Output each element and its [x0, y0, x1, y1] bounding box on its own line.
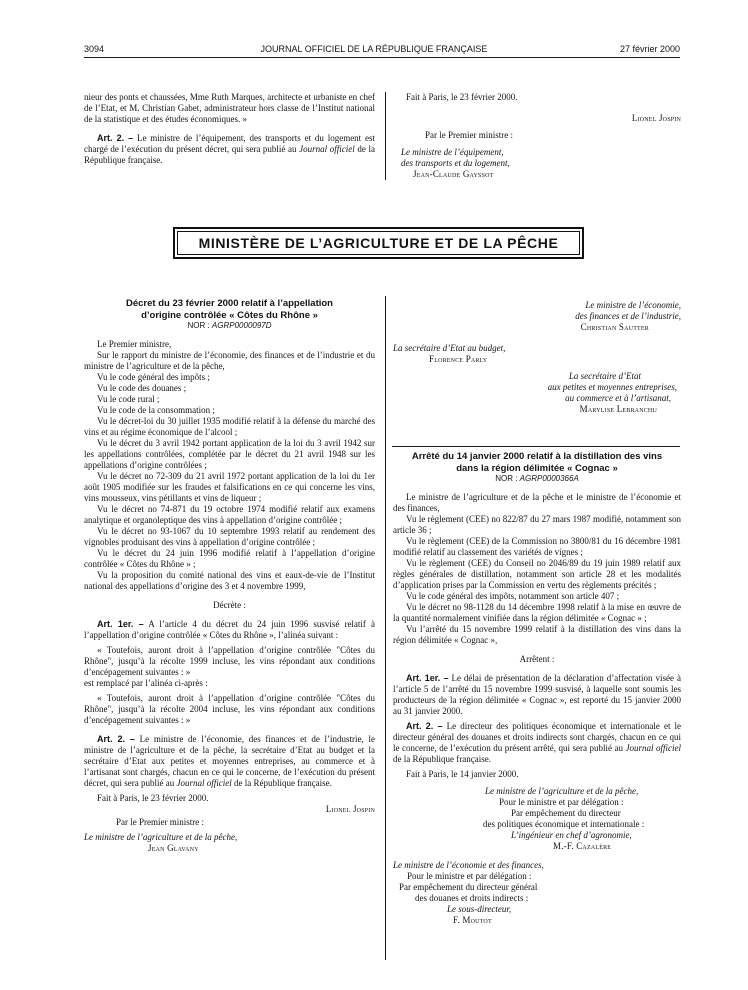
decree-title: Décret du 23 février 2000 relatif à l’appellation — [126, 298, 333, 309]
delegation-line: Pour le ministre et par délégation : — [407, 871, 532, 881]
arrete-paragraph: Vu l’arrêté du 15 novembre 1999 relatif à la distillation des vins dans la région délimitée « Cognac », — [393, 624, 681, 645]
place-date: Fait à Paris, le 23 février 2000. — [97, 793, 209, 803]
decree-paragraph: Sur le rapport du ministre de l’économie, des finances et de l’industrie et du ministre de l’agriculture et de la pêche, — [84, 350, 375, 371]
decree-operative: Décrète : — [213, 600, 246, 610]
article-label: Art. 2. – — [97, 734, 135, 744]
minister-role: Le ministre de l’agriculture et de la pêche, — [84, 832, 238, 842]
decree-article-1: Art. 1er. – A l’article 4 du décret du 24 juin 1996 susvisé relatif à l’appellation d’origine contrôlée « Côtes du Rhône », l’alinéa suivant : — [84, 619, 375, 640]
place-date: Fait à Paris, le 14 janvier 2000. — [406, 769, 519, 779]
decree-paragraph: Vu le décret-loi du 30 juillet 1935 modifié relatif à la défense du marché des vins et au régime économique de l’alcool ; — [84, 416, 375, 437]
decree-paragraph: Vu le décret no 72-309 du 21 avril 1972 portant application de la loi du 1er août 1905 modifiée sur les fraudes et falsifications en ce qui concerne les vins, vins mousseux, vins pétillants et vins de liqueur ; — [84, 471, 375, 503]
minister-role: Le ministre de l’équipement, — [401, 147, 504, 157]
arrete-paragraph: Vu le règlement (CEE) de la Commission no 3800/81 du 16 décembre 1981 modifié relatif au classement des variétés de vignes ; — [393, 536, 681, 557]
decree-column — [84, 298, 375, 854]
minister-role: La secrétaire d’Etat — [568, 371, 641, 381]
minister-name: Jean Glavany — [148, 843, 199, 853]
minister-name: M.-F. Cazalère — [553, 841, 612, 851]
ministry-heading-inner — [177, 231, 580, 255]
minister-role: des transports et du logement, — [401, 158, 510, 168]
decree-title: d’origine contrôlée « Côtes du Rhône » — [141, 309, 318, 321]
arrete-title: dans la région délimitée « Cognac » — [456, 462, 618, 474]
nor-reference: NOR : AGRP0000097D — [187, 321, 272, 330]
minister-name: Florence Parly — [429, 354, 488, 364]
arrete-paragraph: Vu le règlement (CEE) no 822/87 du 27 mars 1987 modifié, notamment son article 36 ; — [393, 514, 681, 535]
decree-paragraph: Vu le décret no 74-871 du 19 octobre 1974 modifié relatif aux examens analytique et organoleptique des vins à appellation d’origine contrôlée ; — [84, 504, 375, 525]
ministry-heading-box — [173, 227, 584, 259]
top-right-column — [393, 92, 681, 180]
column-divider — [385, 296, 386, 960]
arrete-operative: Arrêtent : — [519, 654, 555, 664]
decree-paragraph: Vu le code général des impôts ; — [97, 372, 210, 382]
arrete-paragraph: Vu le règlement (CEE) du Conseil no 2046/89 du 19 juin 1989 relatif aux règles générales de distillation, notamment son article 28 et les modalités d’application prises par la Commission en vertu des règlements précités ; — [393, 558, 681, 590]
header-date: 27 février 2000 — [619, 44, 680, 54]
decree-quote: « Toutefois, auront droit à l’appellation d’origine contrôlée "Côtes du Rhône", jusqu’à la récolte 2004 incluse, les vins répondant aux conditions d’encépagement suivantes : » — [84, 693, 375, 725]
minister-role: Le ministre de l’économie, — [585, 300, 681, 310]
article-2-equipment: Art. 2. – Le ministre de l’équipement, des transports et du logement est chargé de l’exécution du présent décret, qui sera publié au Journal officiel de la République française. — [84, 133, 375, 165]
decree-paragraph: Vu le décret du 3 avril 1942 portant application de la loi du 3 avril 1942 sur les appellations contrôlées, complétée par le décret du 21 avril 1948 sur les appellations d’origine contrôlées ; — [84, 438, 375, 470]
decree-article-2: Art. 2. – Le ministre de l’économie, des finances et de l’industrie, le ministre de l’agriculture et de la pêche, la secrétaire d’Etat au budget et la secrétaire d’Etat aux petites et moyennes entreprises, au commerce et à l’artisanat sont chargés, chacun en ce qui le concerne, de l’exécution du présent décret, qui sera publié au Journal officiel de la République française. — [84, 734, 375, 788]
decree-paragraph: Vu le décret du 24 juin 1996 modifié relatif à l’appellation d’origine contrôlée « Côtes du Rhône » ; — [84, 548, 375, 569]
delegation-title: L’ingénieur en chef d’agronomie, — [511, 830, 632, 840]
column-divider — [385, 92, 386, 180]
minister-name: Christian Sautter — [580, 322, 649, 332]
arrete-paragraph: Le ministre de l’agriculture et de la pêche et le ministre de l’économie et des finances, — [393, 492, 681, 513]
decree-paragraph: Vu la proposition du comité national des vins et eaux-de-vie de l’Institut national des appellations d’origine des 3 et 4 novembre 1999, — [84, 570, 375, 591]
arrete-column — [393, 451, 681, 926]
minister-name: F. Moutot — [453, 915, 492, 925]
article-label: Art. 2. – — [406, 721, 443, 731]
minister-name: Marylise Lebranchu — [579, 404, 657, 414]
journal-title: JOURNAL OFFICIEL DE LA RÉPUBLIQUE FRANÇAISE — [260, 44, 488, 54]
page-number: 3094 — [84, 44, 105, 54]
arrete-article-1: Art. 1er. – Le délai de présentation de la déclaration d’affectation visée à l’article 5 de l’arrêté du 15 novembre 1999 susvisé, à laquelle sont soumis les producteurs de la région délimitée « Cognac », est reporté du 15 janvier 2000 au 31 janvier 2000. — [393, 673, 681, 716]
article-label: Art. 1er. – — [406, 673, 449, 683]
decree-paragraph: Vu le code rural ; — [97, 394, 160, 404]
signatures-column — [393, 300, 681, 415]
header-rule — [84, 57, 680, 58]
decree-paragraph: est remplacé par l’alinéa ci-après : — [84, 678, 208, 688]
decree-quote: « Toutefois, auront droit à l’appellation d’origine contrôlée "Côtes du Rhône", jusqu’à la récolte 1999 incluse, les vins répondant aux conditions d’encépagement suivantes : » — [84, 645, 375, 677]
nor-reference: NOR : AGRP0000366A — [495, 474, 579, 483]
by-prime-minister: Par le Premier ministre : — [116, 817, 204, 827]
arrete-title: Arrêté du 14 janvier 2000 relatif à la distillation des vins — [411, 451, 663, 462]
article-label: Art. 2. – — [97, 133, 134, 143]
arrete-paragraph: Vu le décret no 98-1128 du 14 décembre 1998 relatif à la mise en œuvre de la quantité normalement vinifiée dans la région délimitée « Cognac » ; — [393, 602, 681, 623]
by-prime-minister: Par le Premier ministre : — [425, 130, 513, 140]
minister-role: Le ministre de l’économie et des finances, — [393, 860, 544, 870]
decree-paragraph: Vu le code de la consommation ; — [97, 405, 215, 415]
signatory-name: Lionel Jospin — [325, 804, 375, 814]
delegation-line: Par empêchement du directeur général — [399, 882, 538, 892]
delegation-title: Le sous-directeur, — [447, 904, 512, 914]
ministry-title: MINISTÈRE DE L’AGRICULTURE ET DE LA PÊCHE — [198, 235, 559, 251]
minister-role: des finances et de l’industrie, — [575, 311, 681, 321]
decree-paragraph: Vu le code des douanes ; — [97, 383, 187, 393]
delegation-line: Par empêchement du directeur — [511, 808, 621, 818]
delegation-line: des douanes et droits indirects : — [415, 893, 529, 903]
minister-role: aux petites et moyennes entreprises, — [547, 382, 677, 392]
delegation-line: des politiques économique et internationale : — [483, 819, 645, 829]
minister-name: Jean-Claude Gayssot — [413, 169, 494, 179]
arrete-paragraph: Vu le code général des impôts, notamment son article 407 ; — [406, 591, 620, 601]
article-label: Art. 1er. – — [97, 619, 144, 629]
minister-role: Le ministre de l’agriculture et de la pêche, — [485, 786, 639, 796]
continuation-paragraph: nieur des ponts et chaussées, Mme Ruth Marques, architecte et urbaniste en chef de l’Etat, et M. Christian Gabet, administrateur hors classe de l’Institut national de la statistique et des études économiques. » — [84, 92, 375, 124]
place-date: Fait à Paris, le 23 février 2000. — [406, 92, 518, 102]
minister-role: au commerce et à l’artisanat, — [565, 393, 671, 403]
signatory-name: Lionel Jospin — [631, 113, 681, 123]
arrete-article-2: Art. 2. – Le directeur des politiques économique et internationale et le directeur général des douanes et droits indirects sont chargés, chacun en ce qui le concerne, de l’exécution du présent arrêté, qui sera publié au Journal officiel de la République française. — [393, 721, 682, 764]
decree-paragraph: Vu le décret no 93-1067 du 10 septembre 1993 relatif au rendement des vignobles produisant des vins à appellation d’origine contrôlée ; — [84, 526, 375, 547]
decree-paragraph: Le Premier ministre, — [97, 339, 172, 349]
delegation-line: Pour le ministre et par délégation : — [499, 797, 624, 807]
section-divider — [392, 446, 680, 447]
minister-role: La secrétaire d’Etat au budget, — [393, 343, 506, 353]
top-left-column — [84, 92, 375, 166]
